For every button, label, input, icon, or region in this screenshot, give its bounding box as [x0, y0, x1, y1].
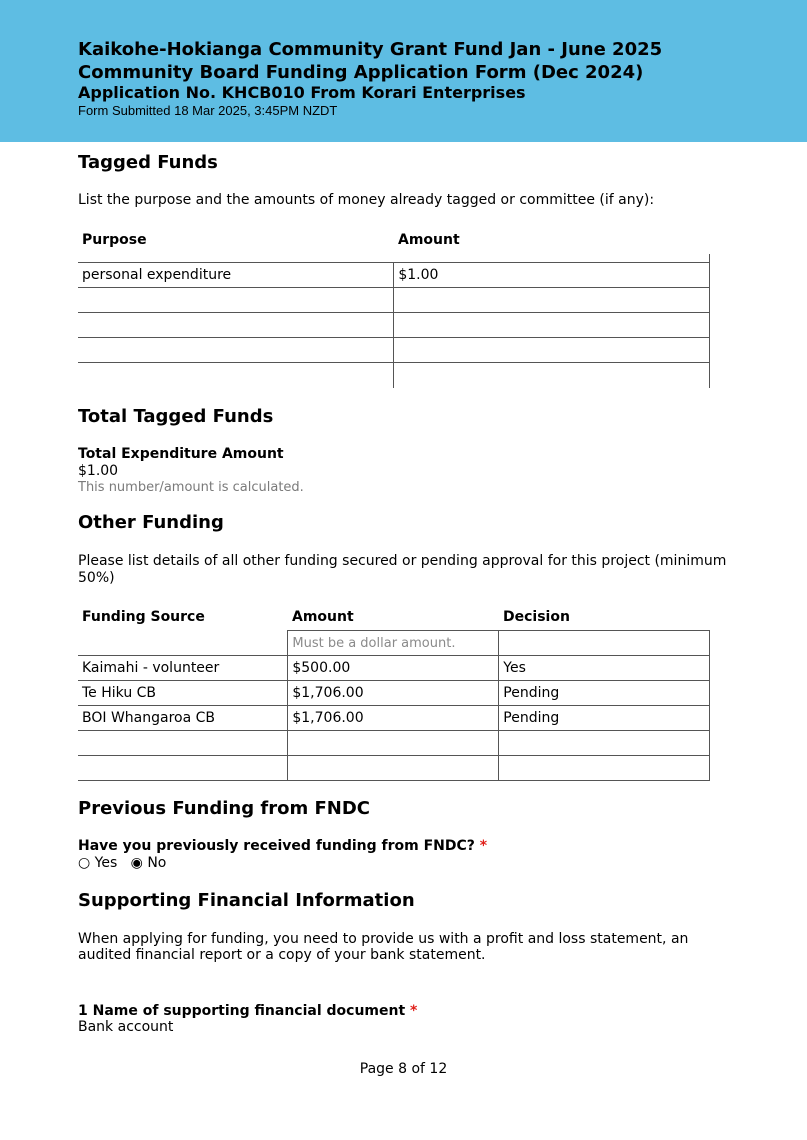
- radio-no[interactable]: [131, 855, 167, 871]
- table-row: [78, 731, 710, 756]
- tagged-funds-heading: Tagged Funds: [78, 152, 218, 173]
- supporting-info-text-cont: audited financial report or a copy of your bank statement.: [78, 947, 486, 963]
- column-header-decision: Decision: [503, 609, 570, 625]
- table-row: [78, 706, 710, 731]
- funding-source-cell: BOI Whangaroa CB: [78, 706, 288, 731]
- question-text: Have you previously received funding from FNDC?: [78, 838, 475, 854]
- table-row: [78, 681, 710, 706]
- required-marker: *: [479, 838, 488, 854]
- table-row: [78, 631, 710, 656]
- table-row: [78, 263, 710, 288]
- other-funding-heading: Other Funding: [78, 512, 224, 533]
- required-marker: *: [410, 1003, 418, 1019]
- funding-source-cell: [78, 756, 288, 781]
- radio-unselected-icon: ○: [78, 855, 91, 871]
- table-divider: [709, 254, 710, 262]
- radio-label-no: No: [147, 855, 167, 871]
- amount-cell: [394, 313, 710, 338]
- previous-funding-options: [78, 855, 166, 872]
- amount-cell: [394, 363, 710, 388]
- total-expenditure-label: Total Expenditure Amount: [78, 446, 284, 462]
- amount-cell: [394, 338, 710, 363]
- table-row: [78, 756, 710, 781]
- radio-label-yes: Yes: [94, 855, 118, 871]
- fund-title: Kaikohe-Hokianga Community Grant Fund Jan - June 2025: [78, 39, 663, 60]
- amount-cell: $500.00: [288, 656, 499, 681]
- table-row: [78, 313, 710, 338]
- funding-source-cell: [78, 631, 288, 656]
- radio-selected-icon: ◉: [130, 855, 143, 871]
- application-title: Application No. KHCB010 From Korari Enterprises: [78, 83, 526, 102]
- purpose-cell: [78, 288, 394, 313]
- amount-cell: [394, 288, 710, 313]
- supporting-doc-value: Bank account: [78, 1019, 174, 1035]
- previous-funding-heading: Previous Funding from FNDC: [78, 798, 370, 819]
- column-header-purpose: Purpose: [82, 232, 147, 248]
- column-header-amount: Amount: [398, 232, 460, 248]
- form-title: Community Board Funding Application Form (Dec 2024): [78, 62, 644, 83]
- purpose-cell: [78, 313, 394, 338]
- funding-source-cell: [78, 731, 288, 756]
- decision-cell: Yes: [499, 656, 710, 681]
- decision-cell: Pending: [499, 681, 710, 706]
- table-row: [78, 288, 710, 313]
- tagged-funds-instructions: List the purpose and the amounts of money already tagged or committee (if any):: [78, 192, 655, 208]
- purpose-cell: [78, 338, 394, 363]
- amount-cell: $1,706.00: [288, 706, 499, 731]
- purpose-cell: [78, 363, 394, 388]
- other-funding-instructions-cont: 50%): [78, 570, 115, 586]
- submitted-timestamp: Form Submitted 18 Mar 2025, 3:45PM NZDT: [78, 103, 338, 118]
- tagged-funds-table: [78, 262, 710, 388]
- decision-cell: [499, 756, 710, 781]
- decision-cell: Pending: [499, 706, 710, 731]
- purpose-cell: personal expenditure: [78, 263, 394, 288]
- supporting-info-text: When applying for funding, you need to provide us with a profit and loss statement, an: [78, 931, 689, 947]
- amount-cell: [288, 756, 499, 781]
- table-row: [78, 338, 710, 363]
- amount-cell: $1,706.00: [288, 681, 499, 706]
- radio-yes[interactable]: [78, 855, 117, 871]
- previous-funding-question: [78, 838, 487, 855]
- amount-placeholder: Must be a dollar amount.: [288, 631, 499, 656]
- total-expenditure-value: $1.00: [78, 463, 119, 479]
- total-tagged-heading: Total Tagged Funds: [78, 406, 274, 427]
- other-funding-instructions: Please list details of all other funding secured or pending approval for this project (minimum: [78, 553, 727, 569]
- supporting-doc-label: [78, 1003, 417, 1020]
- supporting-info-heading: Supporting Financial Information: [78, 890, 415, 911]
- funding-source-cell: Te Hiku CB: [78, 681, 288, 706]
- calculated-note: This number/amount is calculated.: [78, 480, 304, 495]
- page-number: Page 8 of 12: [359, 1061, 448, 1077]
- decision-cell: [499, 631, 710, 656]
- amount-cell: [288, 731, 499, 756]
- table-row: [78, 363, 710, 388]
- amount-cell: $1.00: [394, 263, 710, 288]
- decision-cell: [499, 731, 710, 756]
- funding-source-cell: Kaimahi - volunteer: [78, 656, 288, 681]
- table-row: [78, 656, 710, 681]
- other-funding-table: [78, 630, 710, 781]
- form-header: [0, 0, 807, 142]
- column-header-funding-source: Funding Source: [82, 609, 205, 625]
- column-header-amount: Amount: [292, 609, 354, 625]
- doc-label-text: 1 Name of supporting financial document: [78, 1003, 406, 1019]
